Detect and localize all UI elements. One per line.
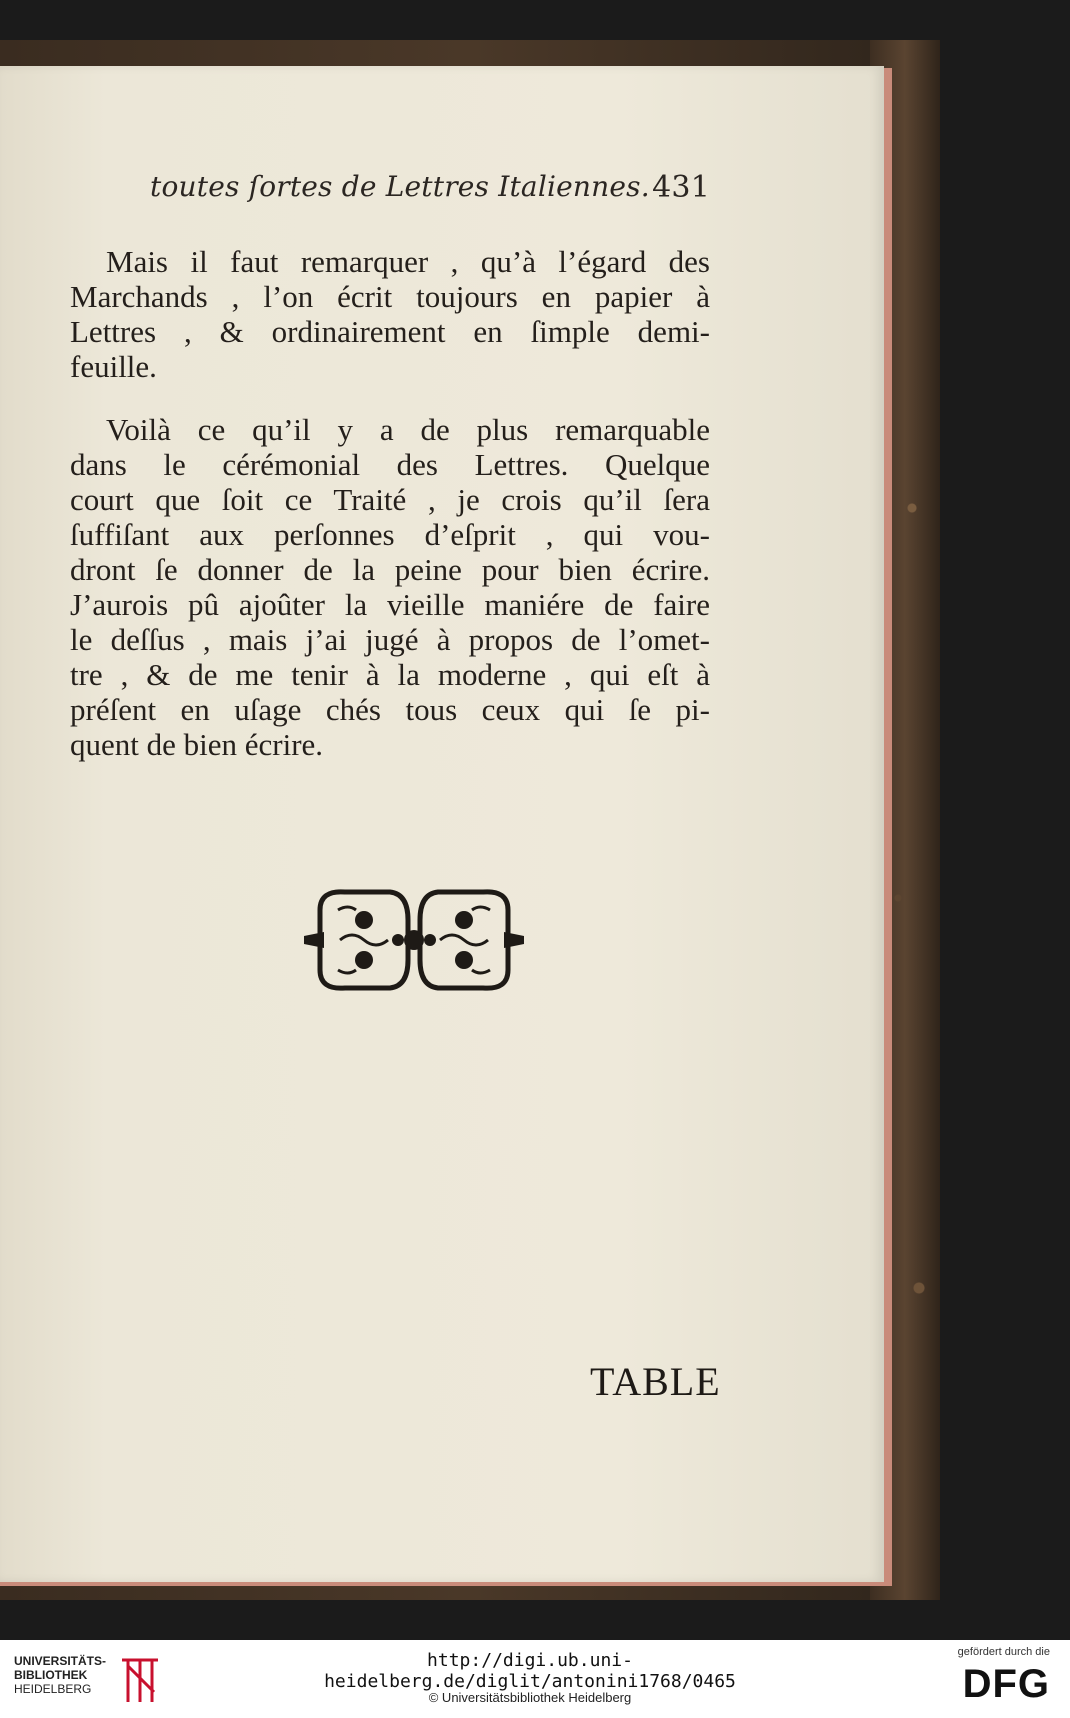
- library-name-line: HEIDELBERG: [14, 1682, 92, 1696]
- library-mark-icon: [118, 1652, 162, 1706]
- dfg-logo[interactable]: DFG: [962, 1662, 1050, 1706]
- text-line: dans le cérémonial des Lettres. Quelque: [70, 447, 710, 482]
- library-logo[interactable]: [14, 1650, 174, 1710]
- printer-ornament-icon: [300, 880, 528, 1000]
- text-line: J’aurois pû ajoûter la vieille maniére de faire: [70, 587, 710, 622]
- copyright-text: © Universitätsbibliothek Heidelberg: [428, 1690, 632, 1705]
- text-line: dront ſe donner de la peine pour bien écrire.: [70, 552, 710, 587]
- text-line: le deſſus , mais j’ai jugé à propos de l’omet-: [70, 622, 710, 657]
- running-head-title: toutes ſortes de Lettres Italiennes.: [150, 170, 650, 203]
- text-line: Voilà ce qu’il y a de plus remarquable: [106, 412, 710, 447]
- text-line: feuille.: [70, 349, 157, 384]
- running-head: [150, 170, 710, 203]
- paragraph-1: [70, 244, 710, 384]
- text-line: quent de bien écrire.: [70, 727, 324, 762]
- library-name-line: BIBLIOTHEK: [14, 1668, 88, 1682]
- library-name-line: UNIVERSITÄTS-: [14, 1654, 107, 1668]
- footer-bar: [0, 1640, 1070, 1718]
- text-line: Mais il faut remarquer , qu’à l’égard des: [106, 244, 710, 279]
- text-line: tre , & de me tenir à la moderne , qui eſt à: [70, 657, 710, 692]
- funding-note: gefördert durch die: [957, 1646, 1050, 1658]
- text-line: préſent en uſage chés tous ceux qui ſe pi-: [70, 692, 710, 727]
- paragraph-2: [70, 412, 710, 762]
- page-number: 431: [652, 170, 710, 205]
- catchword: TABLE: [590, 1359, 721, 1404]
- source-url-link[interactable]: http://digi.ub.uni-heidelberg.de/diglit/antonini1768/0465: [324, 1650, 736, 1692]
- text-line: Marchands , l’on écrit toujours en papier à: [70, 279, 710, 314]
- text-line: court que ſoit ce Traité , je crois qu’il ſera: [70, 482, 710, 517]
- text-line: Lettres , & ordinairement en ſimple demi-: [70, 314, 710, 349]
- text-line: ſuffiſant aux perſonnes d’eſprit , qui vou-: [70, 517, 710, 552]
- library-name: [14, 1654, 106, 1696]
